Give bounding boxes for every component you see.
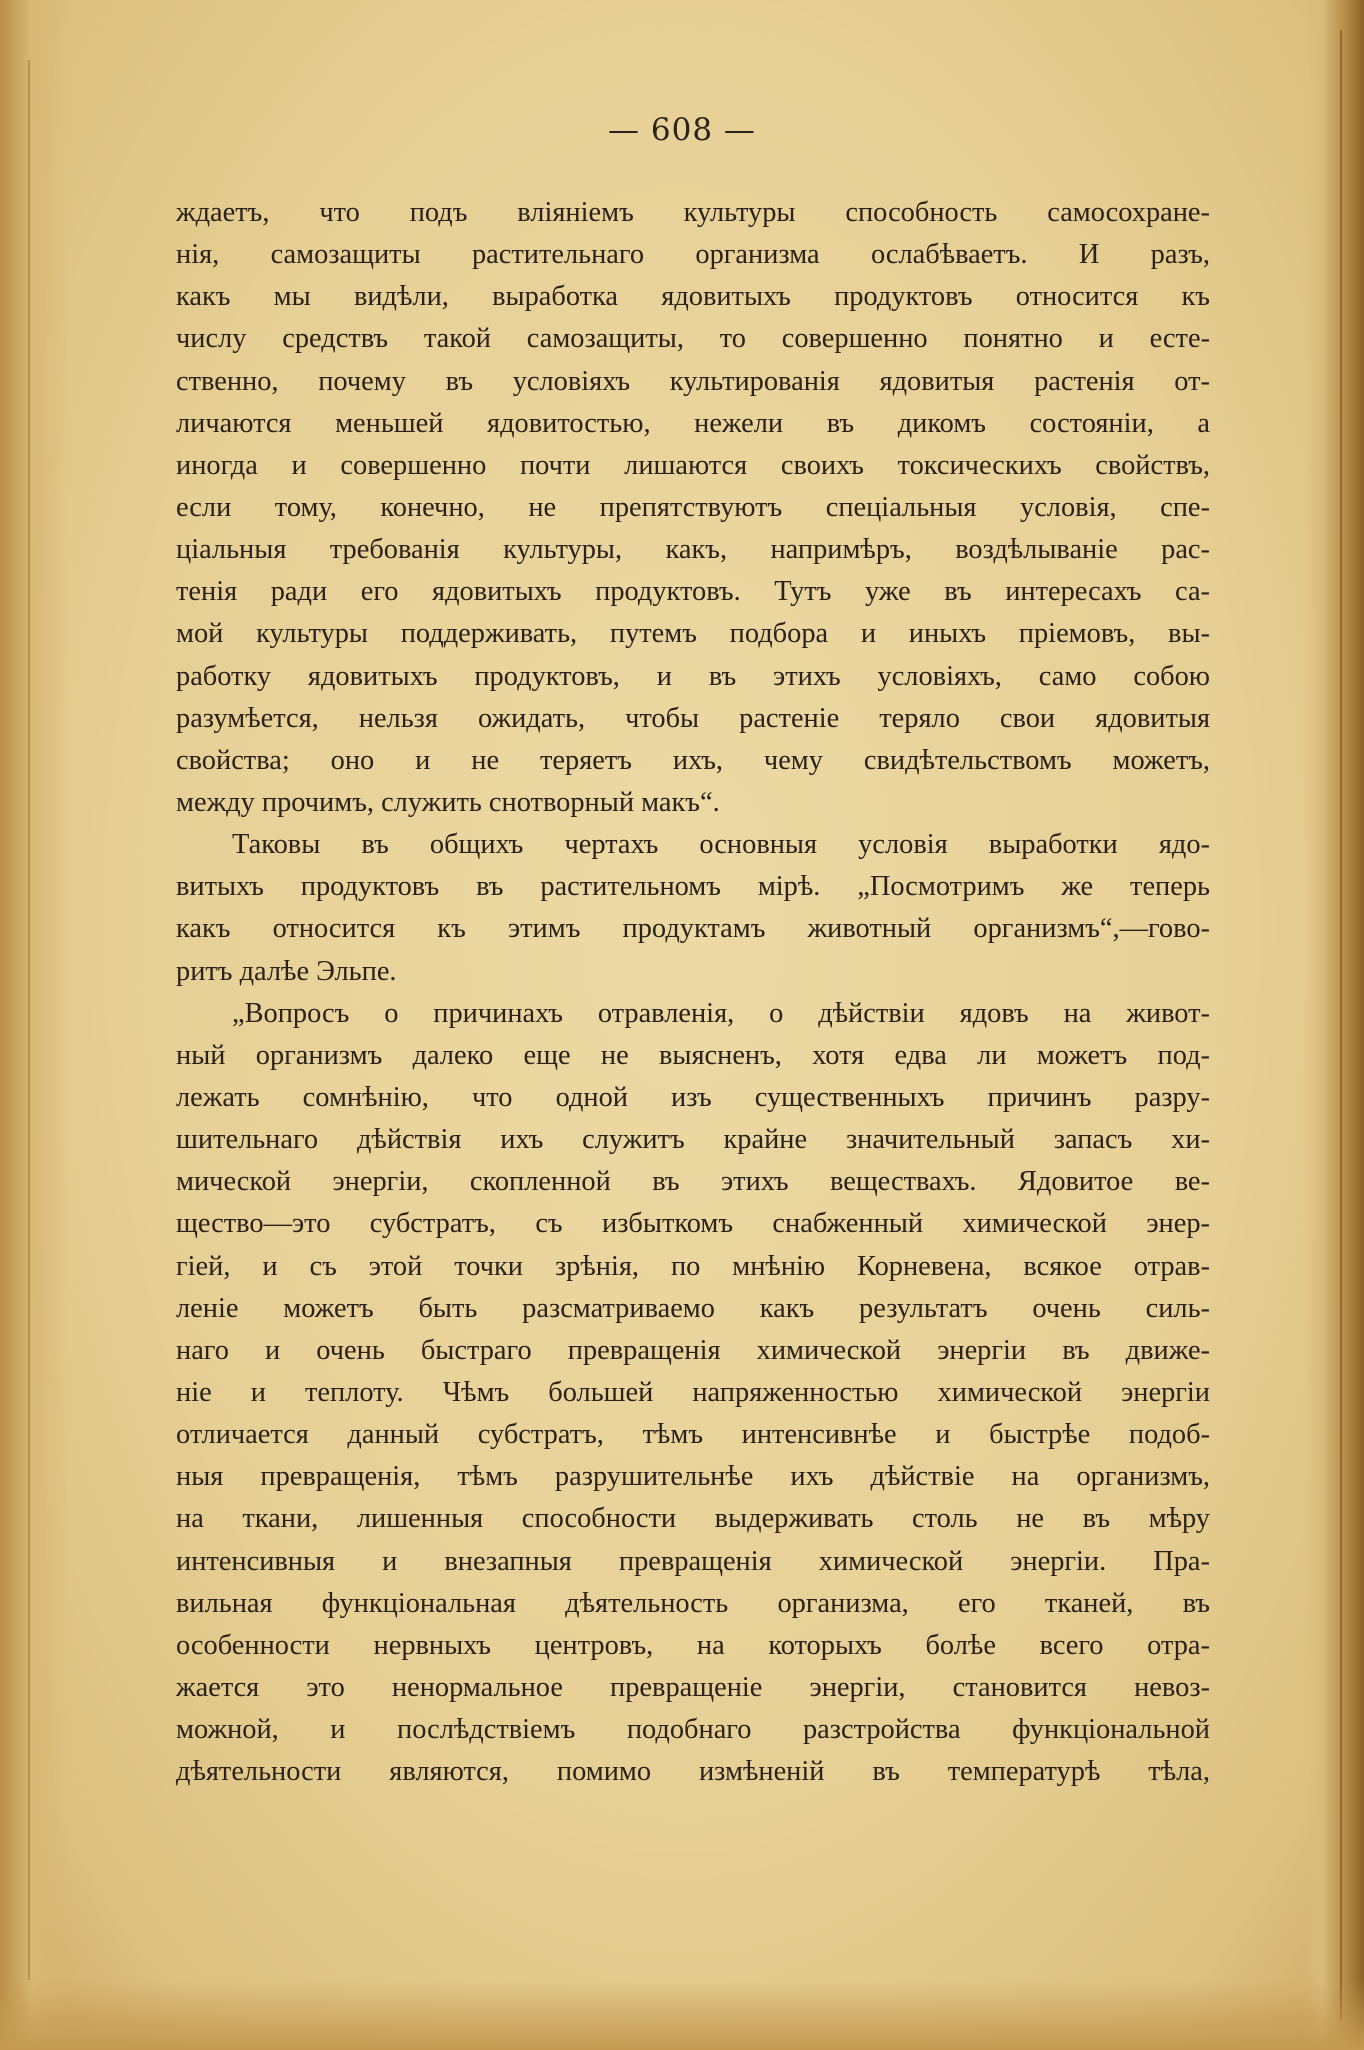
text-line: гіей, и съ этой точки зрѣнія, по мнѣнію Корневена, всякое отрав-: [176, 1250, 1210, 1282]
text-line: ритъ далѣе Эльпе.: [176, 955, 397, 987]
text-line: ственно, почему въ условіяхъ культированія ядовитыя растенія от-: [176, 365, 1210, 397]
text-line: работку ядовитыхъ продуктовъ, и въ этихъ условіяхъ, само собою: [176, 660, 1210, 692]
text-line: разумѣется, нельзя ожидать, чтобы растеніе теряло свои ядовитыя: [176, 702, 1210, 734]
page-right-edge: [1304, 0, 1364, 2050]
text-line: ніе и теплоту. Чѣмъ большей напряженностью химической энергіи: [176, 1376, 1210, 1408]
text-line: интенсивныя и внезапныя превращенія химической энергіи. Пра-: [176, 1545, 1210, 1577]
text-line: наго и очень быстраго превращенія химической энергіи въ движе-: [176, 1334, 1210, 1366]
text-line: Таковы въ общихъ чертахъ основныя условія выработки ядо-: [232, 829, 1210, 861]
text-line: если тому, конечно, не препятствуютъ спеціальныя условія, спе-: [176, 491, 1210, 523]
text-line: какъ мы видѣли, выработка ядовитыхъ продуктовъ относится къ: [176, 281, 1210, 313]
text-line: вильная функціональная дѣятельность организма, его тканей, въ: [176, 1587, 1210, 1619]
text-line: витыхъ продуктовъ въ растительномъ мірѣ. „Посмотримъ же теперь: [176, 871, 1210, 903]
text-line: щество—это субстратъ, съ избыткомъ снабженный химической энер-: [176, 1208, 1210, 1240]
text-line: нія, самозащиты растительнаго организма ослабѣваетъ. И разъ,: [176, 239, 1210, 271]
page-left-edge: [0, 0, 70, 2050]
text-line: какъ относится къ этимъ продуктамъ животный организмъ“,—гово-: [176, 913, 1210, 945]
text-line: на ткани, лишенныя способности выдерживать столь не въ мѣру: [176, 1503, 1210, 1535]
page-left-fold: [28, 60, 30, 1980]
text-line: особенности нервныхъ центровъ, на которыхъ болѣе всего отра-: [176, 1629, 1210, 1661]
text-line: свойства; оно и не теряетъ ихъ, чему свидѣтельствомъ можетъ,: [176, 744, 1210, 776]
text-line: лежать сомнѣнію, что одной изъ существенныхъ причинъ разру-: [176, 1081, 1210, 1113]
body-text: [176, 192, 1210, 1793]
page-bottom-edge: [0, 1980, 1364, 2050]
text-line: мической энергіи, скопленной въ этихъ веществахъ. Ядовитое ве-: [176, 1166, 1210, 1198]
text-line: между прочимъ, служить снотворный макъ“.: [176, 786, 720, 818]
text-line: жается это ненормальное превращеніе энергіи, становится невоз-: [176, 1671, 1210, 1703]
text-line: дѣятельности являются, помимо измѣненій въ температурѣ тѣла,: [176, 1756, 1210, 1788]
text-line: числу средствъ такой самозащиты, то совершенно понятно и есте-: [176, 323, 1210, 355]
text-line: мой культуры поддерживать, путемъ подбора и иныхъ пріемовъ, вы-: [176, 618, 1210, 650]
text-line: шительнаго дѣйствія ихъ служитъ крайне значительный запасъ хи-: [176, 1124, 1210, 1156]
text-line: „Вопросъ о причинахъ отравленія, о дѣйствіи ядовъ на живот-: [232, 997, 1210, 1029]
text-line: можной, и послѣдствіемъ подобнаго разстройства функціональной: [176, 1714, 1210, 1746]
page-right-fold: [1340, 30, 1342, 2020]
text-line: отличается данный субстратъ, тѣмъ интенсивнѣе и быстрѣе подоб-: [176, 1419, 1210, 1451]
text-line: тенія ради его ядовитыхъ продуктовъ. Тутъ уже въ интересахъ са-: [176, 576, 1210, 608]
page-number: — 608 —: [608, 112, 756, 148]
text-line: леніе можетъ быть разсматриваемо какъ результатъ очень силь-: [176, 1292, 1210, 1324]
text-line: личаются меньшей ядовитостью, нежели въ дикомъ состояніи, а: [176, 407, 1210, 439]
text-line: ный организмъ далеко еще не выясненъ, хотя едва ли можетъ под-: [176, 1039, 1210, 1071]
text-line: ныя превращенія, тѣмъ разрушительнѣе ихъ дѣйствіе на организмъ,: [176, 1461, 1210, 1493]
text-line: иногда и совершенно почти лишаются своихъ токсическихъ свойствъ,: [176, 449, 1210, 481]
text-line: ждаетъ, что подъ вліяніемъ культуры способность самосохране-: [176, 197, 1210, 228]
text-line: ціальныя требованія культуры, какъ, напримѣръ, воздѣлываніе рас-: [176, 534, 1210, 566]
